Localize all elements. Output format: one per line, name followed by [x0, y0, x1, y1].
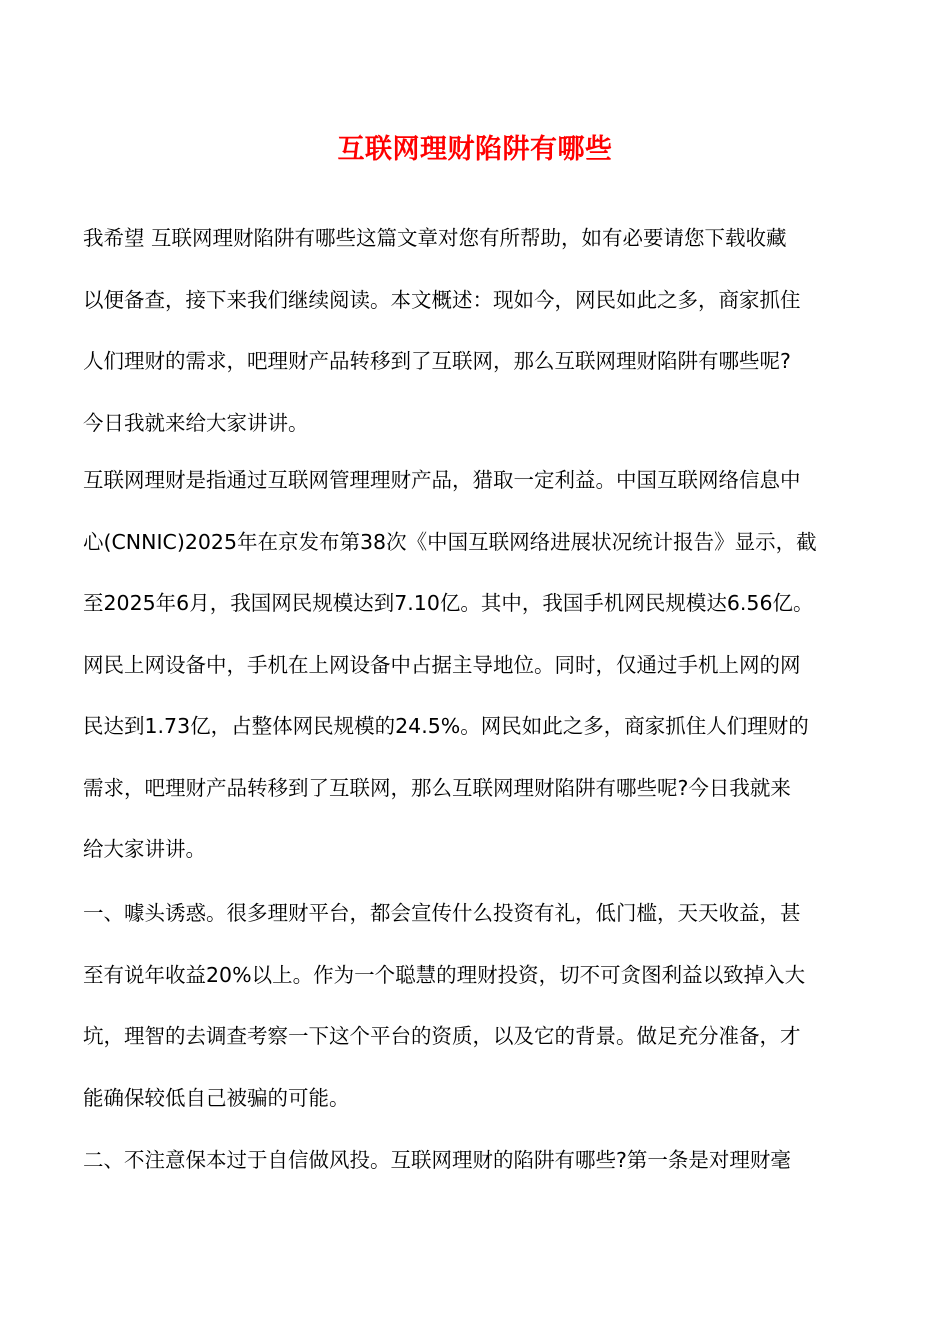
text-line: 需求，吧理财产品转移到了互联网，那么互联网理财陷阱有哪些呢?今日我就来 [83, 775, 791, 800]
text-line: 人们理财的需求，吧理财产品转移到了互联网，那么互联网理财陷阱有哪些呢? [83, 349, 791, 373]
text-line: 以便备查，接下来我们继续阅读。本文概述：现如今，网民如此之多，商家抓住 [83, 287, 801, 312]
text-line: 坑，理智的去调查考察一下这个平台的资质，以及它的背景。做足充分准备，才 [83, 1024, 801, 1048]
text-line: 能确保较低自己被骗的可能。 [83, 1085, 350, 1110]
text-line: 给大家讲讲。 [83, 837, 206, 861]
paragraph-definition [83, 450, 873, 881]
text-line: 互联网理财是指通过互联网管理理财产品，猎取一定利益。中国互联网络信息中 [83, 468, 801, 492]
text-line: 心(CNNIC)2025年在京发布第38次《中国互联网络进展状况统计报告》显示，截 [83, 529, 817, 554]
text-line: 网民上网设备中，手机在上网设备中占据主导地位。同时，仅通过手机上网的网 [83, 652, 801, 677]
paragraph-point-one [83, 883, 873, 1129]
text-line: 民达到1.73亿，占整体网民规模的24.5%。网民如此之多，商家抓住人们理财的 [83, 714, 809, 738]
text-line: 一、噱头诱惑。很多理财平台，都会宣传什么投资有礼，低门槛，天天收益，甚 [83, 901, 801, 925]
text-line: 今日我就来给大家讲讲。 [83, 410, 309, 435]
document-title: 互联网理财陷阱有哪些 [337, 134, 613, 165]
text-line: 至有说年收益20%以上。作为一个聪慧的理财投资，切不可贪图利益以致掉入大 [83, 962, 806, 987]
paragraph-point-two [83, 1130, 873, 1192]
text-line: 二、不注意保本过于自信做风投。互联网理财的陷阱有哪些?第一条是对理财毫 [83, 1148, 791, 1172]
text-line: 至2025年6月，我国网民规模达到7.10亿。其中，我国手机网民规模达6.56亿。 [83, 591, 814, 615]
text-line: 我希望 互联网理财陷阱有哪些这篇文章对您有所帮助，如有必要请您下载收藏 [83, 226, 787, 250]
paragraph-intro [83, 208, 873, 454]
